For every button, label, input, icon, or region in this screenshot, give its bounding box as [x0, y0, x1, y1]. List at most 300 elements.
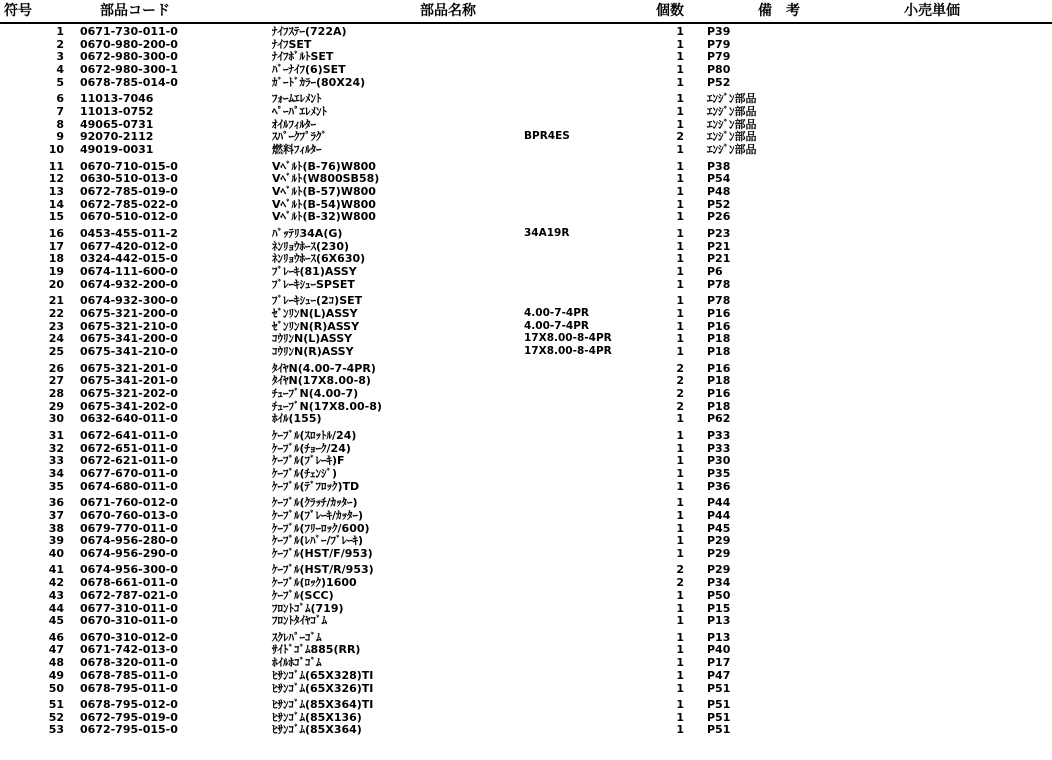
part-code: 0677-310-011-0	[80, 601, 178, 615]
table-row	[0, 63, 1052, 76]
part-quantity: 1	[676, 332, 684, 346]
part-number: 35	[48, 479, 64, 493]
part-number: 21	[48, 294, 64, 308]
part-name: ﾌﾛﾝﾄﾀｲﾔｺﾞﾑ	[272, 614, 327, 628]
part-code: 0672-621-011-0	[80, 454, 178, 468]
part-name: ｹｰﾌﾞﾙ(ﾌﾞﾚｰｷ)F	[272, 454, 345, 468]
part-number: 31	[48, 428, 64, 442]
part-quantity: 1	[676, 277, 684, 291]
part-code: 0675-341-201-0	[80, 374, 178, 388]
part-name: ｵｲﾙﾌｨﾙﾀｰ	[272, 117, 316, 131]
part-number: 25	[48, 345, 64, 358]
part-code: 0671-730-011-0	[80, 25, 178, 38]
table-row	[0, 143, 1052, 156]
table-row	[0, 185, 1052, 198]
part-number: 14	[48, 197, 64, 211]
part-name: ｻｲﾄﾞｺﾞﾑ885(RR)	[272, 643, 361, 657]
part-name: ﾅｲﾌSET	[272, 37, 312, 51]
table-row	[0, 614, 1052, 627]
part-quantity: 1	[676, 508, 684, 522]
part-number: 46	[48, 630, 64, 644]
part-remarks: P16	[707, 361, 731, 375]
part-name: ﾅｲﾌｽﾃｰ(722A)	[272, 25, 347, 38]
part-remarks: P51	[707, 710, 731, 724]
part-quantity: 1	[676, 710, 684, 724]
part-number: 16	[48, 226, 64, 240]
part-number: 40	[48, 546, 64, 560]
part-name: ﾋｻﾝｺﾞﾑ(65X326)TI	[272, 681, 374, 695]
part-number: 32	[48, 441, 64, 455]
part-code: 0672-641-011-0	[80, 428, 178, 442]
table-row	[0, 682, 1052, 695]
part-quantity: 1	[676, 210, 684, 224]
table-row	[0, 50, 1052, 63]
part-code: 0675-341-210-0	[80, 345, 178, 358]
part-quantity: 1	[676, 643, 684, 657]
part-name: ｽｸﾚﾊﾟｰｺﾞﾑ	[272, 630, 322, 644]
part-name: ｹｰﾌﾞﾙ(ﾁｮｰｸ/24)	[272, 441, 351, 455]
part-quantity: 2	[676, 361, 684, 375]
part-number: 45	[48, 614, 64, 628]
part-remarks: P18	[707, 332, 731, 346]
part-remarks: P33	[707, 428, 731, 442]
part-code: 0672-785-022-0	[80, 197, 178, 211]
part-name: ｹｰﾌﾞﾙ(ﾌﾘｰﾛｯｸ/600)	[272, 521, 370, 535]
part-quantity: 1	[676, 143, 684, 157]
part-quantity: 1	[676, 588, 684, 602]
part-code: 0674-932-200-0	[80, 277, 178, 291]
table-row	[0, 227, 1052, 240]
part-quantity: 1	[676, 50, 684, 64]
part-name: ｾﾞﾝﾘﾝN(R)ASSY	[272, 319, 360, 333]
part-remarks: P26	[707, 210, 731, 224]
part-code: 11013-0752	[80, 105, 154, 118]
part-code: 0670-980-200-0	[80, 37, 178, 51]
part-number: 51	[48, 698, 64, 711]
table-row	[0, 294, 1052, 307]
table-row	[0, 265, 1052, 278]
part-number: 15	[48, 210, 64, 224]
table-row	[0, 198, 1052, 211]
part-number: 48	[48, 656, 64, 670]
part-code: 0671-742-013-0	[80, 643, 178, 657]
table-row	[0, 454, 1052, 467]
part-number: 38	[48, 521, 64, 535]
part-code: 0675-321-201-0	[80, 361, 178, 375]
table-row	[0, 602, 1052, 615]
part-quantity: 1	[676, 37, 684, 51]
table-row	[0, 723, 1052, 736]
part-quantity: 2	[676, 576, 684, 590]
table-row	[0, 643, 1052, 656]
part-quantity: 1	[676, 698, 684, 711]
part-number: 50	[48, 681, 64, 695]
part-quantity: 1	[676, 668, 684, 682]
part-spec: 34A19R	[524, 226, 570, 239]
part-code: 49019-0031	[80, 143, 154, 157]
part-number: 41	[48, 563, 64, 577]
part-remarks: P52	[707, 197, 731, 211]
part-number: 43	[48, 588, 64, 602]
part-remarks: P30	[707, 454, 731, 468]
part-name: ｹｰﾌﾞﾙ(ﾁｪﾝｼﾞ)	[272, 466, 338, 480]
part-code: 0672-980-300-0	[80, 50, 178, 64]
part-remarks: P29	[707, 546, 731, 560]
part-number: 1	[56, 25, 64, 38]
part-name: ﾌｫｰﾑｴﾚﾒﾝﾄ	[272, 92, 322, 106]
part-number: 9	[56, 130, 64, 144]
part-number: 4	[56, 63, 64, 77]
part-quantity: 1	[676, 345, 684, 358]
part-remarks: P38	[707, 159, 731, 173]
part-code: 49065-0731	[80, 117, 154, 131]
part-quantity: 2	[676, 563, 684, 577]
part-number: 6	[56, 92, 64, 106]
table-row	[0, 278, 1052, 291]
part-name: ｹｰﾌﾞﾙ(ｸﾗｯﾁ/ｶｯﾀｰ)	[272, 496, 358, 510]
part-quantity: 1	[676, 441, 684, 455]
table-row	[0, 38, 1052, 51]
part-spec: 17X8.00-8-4PR	[524, 345, 612, 357]
part-name: ｹｰﾌﾞﾙ(ﾛｯｸ)1600	[272, 576, 357, 590]
table-row	[0, 210, 1052, 223]
part-number: 47	[48, 643, 64, 657]
part-name: ﾌﾞﾚｰｷ(81)ASSY	[272, 265, 357, 278]
header-no: 符号	[4, 3, 32, 19]
part-remarks: P44	[707, 496, 731, 510]
header-part-name: 部品名称	[420, 3, 476, 19]
part-remarks: P78	[707, 294, 731, 308]
part-remarks: P18	[707, 374, 731, 388]
part-number: 36	[48, 496, 64, 510]
table-row	[0, 374, 1052, 387]
part-name: ｶﾞｰﾄﾞｶﾗｰ(80X24)	[272, 75, 366, 89]
table-row	[0, 118, 1052, 131]
part-remarks: P29	[707, 534, 731, 548]
part-remarks: P13	[707, 614, 731, 628]
table-row	[0, 429, 1052, 442]
part-number: 2	[56, 37, 64, 51]
part-code: 0670-310-011-0	[80, 614, 178, 628]
part-remarks: P80	[707, 63, 731, 77]
table-row	[0, 576, 1052, 589]
part-name: ﾁｭｰﾌﾞN(17X8.00-8)	[272, 399, 382, 413]
table-row	[0, 307, 1052, 320]
header-retail-price: 小売単価	[904, 3, 960, 19]
part-number: 42	[48, 576, 64, 590]
part-quantity: 1	[676, 614, 684, 628]
part-remarks: P51	[707, 681, 731, 695]
part-name: ﾋｻﾝｺﾞﾑ(65X328)TI	[272, 668, 374, 682]
table-row	[0, 105, 1052, 118]
part-number: 20	[48, 277, 64, 291]
table-row	[0, 412, 1052, 425]
part-code: 0672-787-021-0	[80, 588, 178, 602]
part-name: ｺｳﾘﾝN(R)ASSY	[272, 345, 354, 358]
table-row	[0, 320, 1052, 333]
part-remarks: P16	[707, 386, 731, 400]
part-quantity: 1	[676, 25, 684, 38]
part-remarks: ｴﾝｼﾞﾝ部品	[707, 92, 757, 106]
part-number: 27	[48, 374, 64, 388]
part-quantity: 1	[676, 294, 684, 308]
part-code: 0670-710-015-0	[80, 159, 178, 173]
part-code: 0672-785-019-0	[80, 185, 178, 198]
table-row	[0, 25, 1052, 38]
part-code: 0678-785-011-0	[80, 668, 178, 682]
part-quantity: 1	[676, 319, 684, 333]
part-remarks: P6	[707, 265, 723, 278]
part-remarks: P15	[707, 601, 731, 615]
part-number: 8	[56, 117, 64, 131]
part-quantity: 1	[676, 306, 684, 320]
part-quantity: 2	[676, 374, 684, 388]
part-remarks: P79	[707, 37, 731, 51]
header-quantity: 個数	[656, 3, 684, 19]
part-code: 0672-651-011-0	[80, 441, 178, 455]
part-remarks: P18	[707, 345, 731, 358]
part-remarks: P21	[707, 252, 731, 266]
table-row	[0, 711, 1052, 724]
part-number: 17	[48, 239, 64, 253]
part-number: 29	[48, 399, 64, 413]
part-remarks: P16	[707, 306, 731, 320]
part-quantity: 1	[676, 105, 684, 118]
part-number: 24	[48, 332, 64, 346]
part-name: ﾋｻﾝｺﾞﾑ(85X136)	[272, 710, 362, 724]
part-number: 39	[48, 534, 64, 548]
part-remarks: P23	[707, 226, 731, 240]
part-quantity: 1	[676, 159, 684, 173]
part-name: ﾌﾞﾚｰｷｼｭｰSPSET	[272, 277, 355, 291]
part-remarks: P35	[707, 466, 731, 480]
part-remarks: P29	[707, 563, 731, 577]
table-row	[0, 589, 1052, 602]
part-remarks: P39	[707, 25, 731, 38]
part-code: 11013-7046	[80, 92, 154, 106]
table-row	[0, 669, 1052, 682]
part-remarks: P78	[707, 277, 731, 291]
part-remarks: P50	[707, 588, 731, 602]
header-remarks: 備 考	[758, 3, 800, 19]
part-remarks: P52	[707, 75, 731, 89]
table-row	[0, 467, 1052, 480]
part-name: ﾌﾛﾝﾄｺﾞﾑ(719)	[272, 601, 344, 615]
part-name: ﾍﾟｰﾊﾟｴﾚﾒﾝﾄ	[272, 105, 327, 118]
part-quantity: 1	[676, 479, 684, 493]
part-number: 13	[48, 185, 64, 198]
table-row	[0, 480, 1052, 493]
part-code: 0674-956-290-0	[80, 546, 178, 560]
part-number: 26	[48, 361, 64, 375]
part-quantity: 1	[676, 117, 684, 131]
table-row	[0, 332, 1052, 345]
part-name: ﾀｲﾔN(17X8.00-8)	[272, 374, 371, 388]
part-name: ﾎｲﾙﾎｺﾞｺﾞﾑ	[272, 656, 322, 670]
table-row	[0, 698, 1052, 711]
table-row	[0, 509, 1052, 522]
part-name: Vﾍﾞﾙﾄ(W800SB58)	[272, 172, 380, 186]
part-code: 92070-2112	[80, 130, 154, 144]
part-code: 0675-321-202-0	[80, 386, 178, 400]
part-quantity: 1	[676, 185, 684, 198]
part-remarks: ｴﾝｼﾞﾝ部品	[707, 105, 757, 118]
part-name: Vﾍﾞﾙﾄ(B-32)W800	[272, 210, 376, 224]
part-number: 3	[56, 50, 64, 64]
part-quantity: 1	[676, 601, 684, 615]
part-name: ｾﾞﾝﾘﾝN(L)ASSY	[272, 306, 358, 320]
part-code: 0674-680-011-0	[80, 479, 178, 493]
part-code: 0675-321-210-0	[80, 319, 178, 333]
part-code: 0632-640-011-0	[80, 412, 178, 426]
part-name: ﾅｲﾌﾎﾞﾙﾄSET	[272, 50, 334, 64]
part-quantity: 1	[676, 226, 684, 240]
part-code: 0675-341-202-0	[80, 399, 178, 413]
table-row	[0, 172, 1052, 185]
part-number: 23	[48, 319, 64, 333]
header-rule	[0, 22, 1052, 24]
part-code: 0670-760-013-0	[80, 508, 178, 522]
part-name: ﾎｲﾙ(155)	[272, 412, 322, 426]
part-remarks: P34	[707, 576, 731, 590]
part-name: ﾈﾝﾘｮｳﾎｰｽ(6X630)	[272, 252, 366, 266]
part-remarks: P17	[707, 656, 731, 670]
part-quantity: 1	[676, 534, 684, 548]
part-remarks: ｴﾝｼﾞﾝ部品	[707, 117, 757, 131]
part-remarks: P16	[707, 319, 731, 333]
part-name: ﾌﾞﾚｰｷｼｭｰ(2ｺ)SET	[272, 294, 363, 308]
part-code: 0453-455-011-2	[80, 226, 178, 240]
part-quantity: 1	[676, 496, 684, 510]
part-remarks: P51	[707, 723, 731, 737]
part-code: 0679-770-011-0	[80, 521, 178, 535]
part-spec: BPR4ES	[524, 130, 570, 143]
part-spec: 4.00-7-4PR	[524, 319, 590, 332]
part-quantity: 1	[676, 92, 684, 106]
part-quantity: 1	[676, 172, 684, 186]
part-code: 0670-510-012-0	[80, 210, 178, 224]
part-name: ﾊﾞｰﾅｲﾌ(6)SET	[272, 63, 346, 77]
part-quantity: 1	[676, 63, 684, 77]
table-row	[0, 496, 1052, 509]
part-code: 0678-795-011-0	[80, 681, 178, 695]
part-number: 52	[48, 710, 64, 724]
part-name: ｹｰﾌﾞﾙ(ﾃﾞﾌﾛｯｸ)TD	[272, 479, 360, 493]
part-name: ﾋｻﾝｺﾞﾑ(85X364)TI	[272, 698, 374, 711]
part-number: 37	[48, 508, 64, 522]
part-quantity: 2	[676, 130, 684, 144]
part-number: 7	[56, 105, 64, 118]
part-name: Vﾍﾞﾙﾄ(B-76)W800	[272, 159, 376, 173]
part-quantity: 1	[676, 723, 684, 737]
part-code: 0672-795-015-0	[80, 723, 178, 737]
part-quantity: 1	[676, 681, 684, 695]
part-code: 0674-956-300-0	[80, 563, 178, 577]
part-code: 0675-341-200-0	[80, 332, 178, 346]
part-spec: 4.00-7-4PR	[524, 306, 590, 319]
table-row	[0, 534, 1052, 547]
part-number: 10	[48, 143, 64, 157]
part-quantity: 1	[676, 75, 684, 89]
part-name: ｹｰﾌﾞﾙ(SCC)	[272, 588, 334, 602]
table-row	[0, 522, 1052, 535]
part-code: 0671-760-012-0	[80, 496, 178, 510]
part-remarks: P62	[707, 412, 731, 426]
part-remarks: P79	[707, 50, 731, 64]
part-name: Vﾍﾞﾙﾄ(B-54)W800	[272, 197, 376, 211]
table-row	[0, 76, 1052, 89]
part-remarks: P54	[707, 172, 731, 186]
part-remarks: P47	[707, 668, 731, 682]
table-row	[0, 252, 1052, 265]
part-name: ﾋｻﾝｺﾞﾑ(85X364)	[272, 723, 362, 737]
part-number: 28	[48, 386, 64, 400]
part-name: ｽﾊﾟｰｸﾌﾟﾗｸﾞ	[272, 130, 327, 144]
table-row	[0, 240, 1052, 253]
part-code: 0672-795-019-0	[80, 710, 178, 724]
table-row	[0, 400, 1052, 413]
part-remarks: P45	[707, 521, 731, 535]
part-quantity: 1	[676, 656, 684, 670]
part-number: 12	[48, 172, 64, 186]
part-code: 0670-310-012-0	[80, 630, 178, 644]
part-code: 0630-510-013-0	[80, 172, 178, 186]
part-remarks: P40	[707, 643, 731, 657]
part-number: 5	[56, 75, 64, 89]
table-row	[0, 442, 1052, 455]
part-code: 0678-785-014-0	[80, 75, 178, 89]
part-number: 30	[48, 412, 64, 426]
part-code: 0674-956-280-0	[80, 534, 178, 548]
part-quantity: 1	[676, 466, 684, 480]
part-remarks: P21	[707, 239, 731, 253]
part-number: 11	[48, 159, 64, 173]
part-name: ｹｰﾌﾞﾙ(ﾚﾊﾞｰ/ﾌﾞﾚｰｷ)	[272, 534, 364, 548]
table-row	[0, 547, 1052, 560]
part-name: 燃料ﾌｨﾙﾀｰ	[272, 143, 322, 157]
part-remarks: P33	[707, 441, 731, 455]
part-quantity: 1	[676, 546, 684, 560]
part-name: ｹｰﾌﾞﾙ(HST/R/953)	[272, 563, 374, 577]
part-name: ﾁｭｰﾌﾞN(4.00-7)	[272, 386, 359, 400]
part-number: 49	[48, 668, 64, 682]
part-name: ｹｰﾌﾞﾙ(ｽﾛｯﾄﾙ/24)	[272, 428, 357, 442]
table-row	[0, 345, 1052, 358]
part-code: 0674-932-300-0	[80, 294, 178, 308]
table-header	[0, 0, 1052, 22]
table-row	[0, 92, 1052, 105]
part-spec: 17X8.00-8-4PR	[524, 332, 612, 345]
part-code: 0674-111-600-0	[80, 265, 178, 278]
part-code: 0677-670-011-0	[80, 466, 178, 480]
part-remarks: P13	[707, 630, 731, 644]
part-quantity: 1	[676, 521, 684, 535]
part-number: 34	[48, 466, 64, 480]
table-row	[0, 631, 1052, 644]
part-code: 0324-442-015-0	[80, 252, 178, 266]
part-code: 0678-795-012-0	[80, 698, 178, 711]
table-row	[0, 387, 1052, 400]
part-quantity: 1	[676, 197, 684, 211]
part-quantity: 2	[676, 399, 684, 413]
part-name: Vﾍﾞﾙﾄ(B-57)W800	[272, 185, 376, 198]
part-number: 19	[48, 265, 64, 278]
table-row	[0, 656, 1052, 669]
part-quantity: 1	[676, 412, 684, 426]
part-name: ｹｰﾌﾞﾙ(HST/F/953)	[272, 546, 373, 560]
part-number: 44	[48, 601, 64, 615]
part-quantity: 2	[676, 386, 684, 400]
